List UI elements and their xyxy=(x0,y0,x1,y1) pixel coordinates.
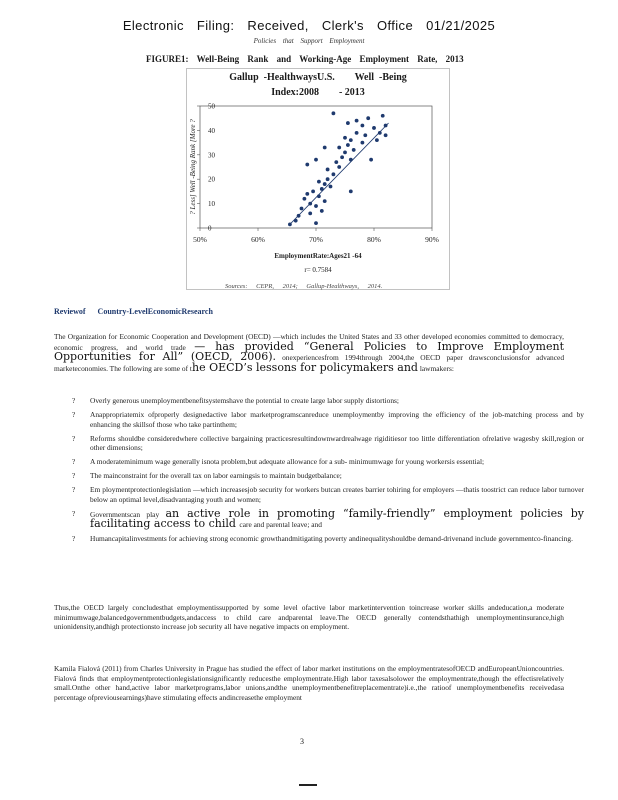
lesson-text: A moderateminimum wage generally isnota problem,but adequate allowance for a sub- minimumwage for young workersis essential; xyxy=(90,457,485,467)
lesson-text-tail: care and parental leave; and xyxy=(239,520,322,530)
lesson-item xyxy=(54,506,584,531)
scatter-chart xyxy=(186,68,450,290)
data-point xyxy=(352,148,356,152)
lesson-item xyxy=(54,396,584,406)
lesson-text: Anappropriatemix ofproperly designedactive labor marketprogramscanreduce unemploymentby improving the efficiency of the job-matching process and by enhancing the skillsof those who take partinthem; xyxy=(90,409,584,429)
lesson-text: Governmentscan play xyxy=(90,509,166,519)
scatter-plot-svg xyxy=(186,68,450,290)
bullet-glyph: ? xyxy=(72,534,76,544)
lesson-item xyxy=(54,485,584,504)
intro-text-large-1: — has provided “General Policies to Improve Employment Opportunities for All” (OECD, 2006). xyxy=(54,339,564,364)
data-point xyxy=(323,146,327,150)
data-point xyxy=(372,126,376,130)
running-head: Policies that Support Employment xyxy=(253,37,365,45)
y-tick-label: 40 xyxy=(208,126,215,135)
data-point xyxy=(288,222,292,226)
data-point xyxy=(363,133,367,137)
y-tick-label: 30 xyxy=(208,151,215,160)
y-axis-label: ? Less] Well -Being Rank [More ? xyxy=(189,119,197,215)
data-point xyxy=(303,197,307,201)
data-point xyxy=(297,214,301,218)
data-point xyxy=(381,114,385,118)
intro-text-1: The Organization for Economic Cooperation and Development (OECD) —which includes the United States and 33 other developed economies committed to democracy, economic progress, and world trade xyxy=(54,332,564,352)
page-number: 3 xyxy=(300,737,304,746)
data-point xyxy=(305,192,309,196)
data-point xyxy=(326,168,330,172)
data-point xyxy=(329,185,333,189)
data-point xyxy=(349,190,353,194)
data-point xyxy=(314,221,318,225)
footer-rule xyxy=(299,784,317,786)
data-point xyxy=(346,143,350,147)
trendline xyxy=(290,123,389,224)
bullet-glyph: ? xyxy=(72,409,76,419)
data-point xyxy=(334,160,338,164)
lesson-item xyxy=(54,434,584,453)
lesson-text-large: an active role in promoting “family-friendly” employment policies by facilitating access to child xyxy=(90,506,584,531)
data-point xyxy=(305,163,309,167)
x-tick-label: 70% xyxy=(309,235,323,244)
data-point xyxy=(323,182,327,186)
lesson-item xyxy=(54,410,584,429)
data-point xyxy=(343,136,347,140)
y-tick-label: 50 xyxy=(208,102,215,111)
bullet-glyph: ? xyxy=(72,396,76,405)
data-point xyxy=(366,116,370,120)
figure-caption: FIGURE1: Well-Being Rank and Working-Age Employment Rate, 2013 xyxy=(146,54,464,64)
data-point xyxy=(323,199,327,203)
data-point xyxy=(311,190,315,194)
lesson-text: Humancapitalinvestments for achieving strong economic growthandmitigating poverty andinequalityshouldbe demand-drivenand include governmentco-financing. xyxy=(90,534,573,544)
figure-source: Sources: CEPR, 2014; Gallup-Healthways, 2014. xyxy=(225,283,383,290)
x-tick-label: 80% xyxy=(367,235,381,244)
data-point xyxy=(300,207,304,211)
data-point xyxy=(332,111,336,115)
lesson-text: Em ploymentprotectionlegislation —which increasesjob security for workers butcan creates barrier tohiring for employers —thatis toostrict can reduce labor turnover below an optimal level,disadvantaging youth and women; xyxy=(90,485,584,504)
data-point xyxy=(308,202,312,206)
lesson-item xyxy=(54,457,584,467)
intro-text-3: lawmakers: xyxy=(419,363,454,373)
x-tick-label: 50% xyxy=(193,235,207,244)
chart-title-line: Gallup -HealthwaysU.S. Well -Being xyxy=(229,72,407,83)
data-point xyxy=(308,211,312,215)
data-point xyxy=(375,138,379,142)
data-point xyxy=(337,146,341,150)
lesson-text: The mainconstraint for the overall tax on labor earningsis to maintain budgetbalance; xyxy=(90,471,342,481)
bullet-glyph: ? xyxy=(72,457,76,467)
bullet-glyph: ? xyxy=(72,485,76,495)
data-point xyxy=(384,124,388,128)
data-point xyxy=(355,131,359,135)
lesson-text: Overly generous unemploymentbenefitsystemshave the potential to create large labor supply distortions; xyxy=(90,396,399,405)
paragraph-thus: Thus,the OECD largely concludesthat employmentissupported by some level ofactive labor marketintervention toincrease worker skills andeducation,a moderate minimumwage,balancedgovernmentbudgets,andaccess to child care andparental leave.The OECD generally contendsthathigh unemploymentinsurance,high unionidensity,andhigh protectionsto increase job security all have negative impacts on employment. xyxy=(54,603,564,632)
data-point xyxy=(340,155,344,159)
data-point xyxy=(346,121,350,125)
data-point xyxy=(332,172,336,176)
lessons-list xyxy=(54,396,584,548)
data-point xyxy=(314,158,318,162)
x-tick-label: 60% xyxy=(251,235,265,244)
chart-title-line: Index:2008 - 2013 xyxy=(271,87,365,98)
bullet-glyph: ? xyxy=(72,508,76,518)
data-point xyxy=(349,158,353,162)
lesson-text: Reforms shouldbe consideredwhere collective bargaining practicesresultindownwardrealwage rigiditiesor too little differentiation ofrelative wagesby skill,region or other dimensions; xyxy=(90,433,584,453)
data-point xyxy=(361,141,365,145)
x-tick-label: 90% xyxy=(425,235,439,244)
data-point xyxy=(349,138,353,142)
lesson-item xyxy=(54,534,584,544)
data-point xyxy=(361,124,365,128)
y-tick-label: 20 xyxy=(208,175,215,184)
y-tick-label: 10 xyxy=(208,200,215,209)
x-axis-label: EmploymentRate:Ages21 -64 xyxy=(274,252,362,260)
data-point xyxy=(320,209,324,213)
intro-paragraph xyxy=(54,332,564,373)
data-point xyxy=(369,158,373,162)
paragraph-fialova: Kamila Fialová (2011) from Charles University in Prague has studied the effect of labor market institutions on the employmentratesofOECD andEuropeanUnioncountries. Fialová finds that employmentprotectionlegislationsignificantly reducesthe employmentrate.High labor taxesalsolower the employmentrate,though the effectisrelatively small.Onthe other hand,active labor marketprograms,labor unions,andthe unemploymentbenefitreplacementrate)i.e.,the ratioof unemploymentbenefits receivedasa percentage ofpreviousearnings)have stimulating effects andincreasethe employment xyxy=(54,664,564,702)
data-point xyxy=(378,131,382,135)
data-point xyxy=(355,119,359,123)
intro-text-2: onexperiencesfrom 1994through 2004,the OECD paper drawsconclusionsfor advanced marketeconomies. The following are some of t xyxy=(54,353,565,373)
data-point xyxy=(343,150,347,154)
data-point xyxy=(384,133,388,137)
data-point xyxy=(326,177,330,181)
data-point xyxy=(317,180,321,184)
section-heading: Reviewof Country-LevelEconomicResearch xyxy=(54,307,213,316)
plot-area xyxy=(200,106,432,228)
filing-header: Electronic Filing: Received, Clerk's Office 01/21/2025 xyxy=(122,18,496,33)
chart-title xyxy=(186,70,450,100)
bullet-glyph: ? xyxy=(72,471,76,481)
data-point xyxy=(320,187,324,191)
data-point xyxy=(317,194,321,198)
bullet-glyph: ? xyxy=(72,433,76,443)
intro-text-large-2: he OECD’s lessons for policymakers and xyxy=(192,360,418,374)
data-point xyxy=(294,219,298,223)
data-point xyxy=(337,165,341,169)
y-tick-label: 0 xyxy=(208,224,212,233)
data-point xyxy=(314,204,318,208)
lesson-item xyxy=(54,471,584,481)
correlation-annotation: r= 0.7584 xyxy=(304,266,332,274)
